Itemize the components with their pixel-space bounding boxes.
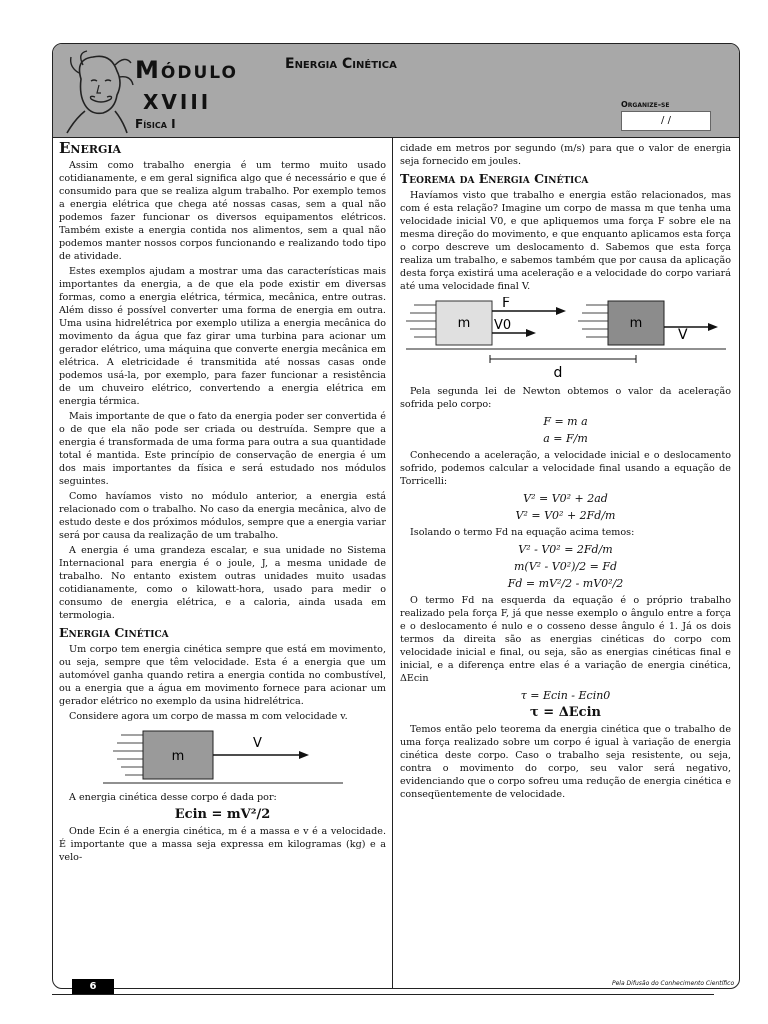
displacement-label: d xyxy=(553,365,562,381)
work-energy-diagram xyxy=(406,297,726,381)
equation-torricelli: V² = V0² + 2ad xyxy=(523,492,608,505)
section-title-teorema: Teorema da Energia Cinética xyxy=(400,171,589,186)
footer-divider xyxy=(52,994,714,995)
module-word: Módulo xyxy=(135,56,238,84)
velocity-arrowhead xyxy=(299,751,309,759)
page-frame xyxy=(52,43,740,989)
force-label: F xyxy=(501,297,510,311)
subject-label: Física I xyxy=(135,117,176,131)
topic-title: Energia Cinética xyxy=(285,56,397,72)
footer-note: Pela Difusão do Conhecimento Científico xyxy=(612,980,735,987)
equation-kinetic-energy: Ecin = mV²/2 xyxy=(174,807,271,822)
paragraph: O termo Fd na esquerda da equação é o próprio trabalho realizado pela força F, já que nesse exemplo o ângulo entre a força e o deslocamento é nulo e o cosseno desse ângulo é 1. Já os dois termos da direita são as energias cinéticas do corpo com velocidade inicial e final, ou seja, são as energias cinéticas final e inicial, e a diferença entre elas é a variação de energia cinética, ΔEcin xyxy=(400,595,731,684)
organize-label: Organize-se xyxy=(621,100,670,109)
paragraph: Mais importante de que o fato da energia poder ser convertida é o de que ela não pode ser criada ou destruída. Sempre que a energia é transformada de uma forma para outra a sua quantidade total é mantida. Este princípio de conservação de energia é um dos mais importantes da física e será estudado nos módulos seguintes. xyxy=(59,411,386,487)
final-velocity-arrowhead xyxy=(708,323,718,331)
moving-block-diagram xyxy=(103,727,343,787)
equation-work-delta: τ = ΔEcin xyxy=(530,705,601,720)
equation-isolate-2: m(V² - V0²)/2 = Fd xyxy=(513,560,618,573)
paragraph: Isolando o termo Fd na equação acima temos: xyxy=(410,527,635,538)
paragraph: Pela segunda lei de Newton obtemos o valor da aceleração sofrida pelo corpo: xyxy=(400,386,731,410)
page-number: 6 xyxy=(72,979,114,994)
scientist-portrait-illustration xyxy=(61,49,139,134)
initial-velocity-arrowhead xyxy=(526,329,536,337)
paragraph: Onde Ecin é a energia cinética, m é a massa e v é a velocidade. É importante que a massa seja expressa em kilogramas (kg) e a velo- xyxy=(59,826,386,863)
paragraph: Conhecendo a aceleração, a velocidade inicial e o deslocamento sofrido, podemos calcular a velocidade final usando a equação de Torricelli: xyxy=(400,450,731,487)
paragraph: A energia cinética desse corpo é dada por: xyxy=(69,792,277,803)
paragraph: Temos então pelo teorema da energia cinética que o trabalho de uma força realizado sobre um corpo é igual à variação de energia cinética deste corpo. Caso o trabalho seja resistente, ou seja, contra o movimento do corpo, seu valor será negativo, evidenciando que o corpo sofreu uma redução de energia cinética e conseqüentemente de velocidade. xyxy=(400,724,731,800)
paragraph: Como havíamos visto no módulo anterior, a energia está relacionado com o trabalho. No caso da energia mecânica, alvo de estudo deste e dos próximos módulos, sempre que a energia variar será por causa da realização de um trabalho. xyxy=(59,491,386,541)
paragraph: Estes exemplos ajudam a mostrar uma das características mais importantes da energia, a de que ela pode existir em diversas formas, como a energia elétrica, térmica, mecânica, entre outras. Além disso é possível converter uma forma de energia em outra. Uma usina hidrelétrica por exemplo utiliza a energia mecânica do movimento da água que faz girar uma turbina para acionar um gerador elétrico, uma máquina que converte energia mecânica em elétrica. A eletricidade é transmitida até nossas casas onde podemos usá-la, por exemplo, para fazer funcionar a resistência de um chuveiro elétrico, convertendo a energia elétrica em energia térmica. xyxy=(59,266,386,407)
paragraph: Um corpo tem energia cinética sempre que está em movimento, ou seja, sempre que têm velocidade. Esta é a energia que um automóvel ganha quando retira a energia contida no combustível, ou a energia que a água em movimento fornece para acionar um gerador elétrico no exemplo da usina hidrelétrica. xyxy=(59,644,386,707)
velocity-label: V xyxy=(252,736,262,751)
section-title-energia-cinetica: Energia Cinética xyxy=(59,625,169,640)
date-field[interactable]: / / xyxy=(621,111,711,131)
section-title-energia: Energia xyxy=(59,139,122,157)
module-number: XVIII xyxy=(143,90,212,114)
equation-torricelli-force: V² = V0² + 2Fd/m xyxy=(515,509,616,522)
equation-work-energy: τ = Ecin - Ecin0 xyxy=(520,689,611,702)
left-column xyxy=(53,138,393,988)
right-column xyxy=(394,138,739,988)
paragraph: A energia é uma grandeza escalar, e sua unidade no Sistema Internacional para energia é o joule, J, a mesma unidade de trabalho. No entanto existem outras unidades muito usadas cotidianamente, como o kilowatt-hora, usado para medir o consumo de energia elétrica, e a caloria, ainda usada em termologia. xyxy=(59,545,386,621)
equation-isolate-3: Fd = mV²/2 - mV0²/2 xyxy=(507,577,624,590)
initial-velocity-label: V0 xyxy=(493,318,511,333)
equation-newton: F = m a xyxy=(543,415,588,428)
equation-isolate-1: V² - V0² = 2Fd/m xyxy=(518,543,613,556)
paragraph: Havíamos visto que trabalho e energia estão relacionados, mas com é esta relação? Imagine um corpo de massa m que tenha uma velocidade inicial V0, e que apliquemos uma força F sobre ele na mesma direção do movimento, e que enquanto aplicamos esta força o corpo descreve um deslocamento d. Sabemos que esta força realiza um trabalho, e sabemos também que por causa da aplicação desta força existirá uma aceleração e a velocidade do corpo variará até uma velocidade final V. xyxy=(400,190,731,292)
equation-acceleration: a = F/m xyxy=(543,432,588,445)
module-header xyxy=(53,44,739,138)
force-arrowhead xyxy=(556,307,566,315)
final-velocity-label: V xyxy=(677,327,688,343)
paragraph: cidade em metros por segundo (m/s) para que o valor de energia seja fornecido em joules. xyxy=(400,143,731,167)
mass-label: m xyxy=(171,749,184,764)
paragraph: Assim como trabalho energia é um termo muito usado cotidianamente, e em geral significa algo que é necessário e que é consumido para que se realiza algum trabalho. Por exemplo temos a energia elétrica que chega até nossas casas, sem a qual não podemos fazer funcionar os diversos equipamentos elétricos. Também existe a energia contida nos alimentos, sem a qual não podemos manter nossos corpos funcionando e realizando todo tipo de atividade. xyxy=(59,160,386,262)
paragraph: Considere agora um corpo de massa m com velocidade v. xyxy=(69,711,348,722)
final-mass-label: m xyxy=(629,316,642,331)
initial-mass-label: m xyxy=(457,316,470,331)
